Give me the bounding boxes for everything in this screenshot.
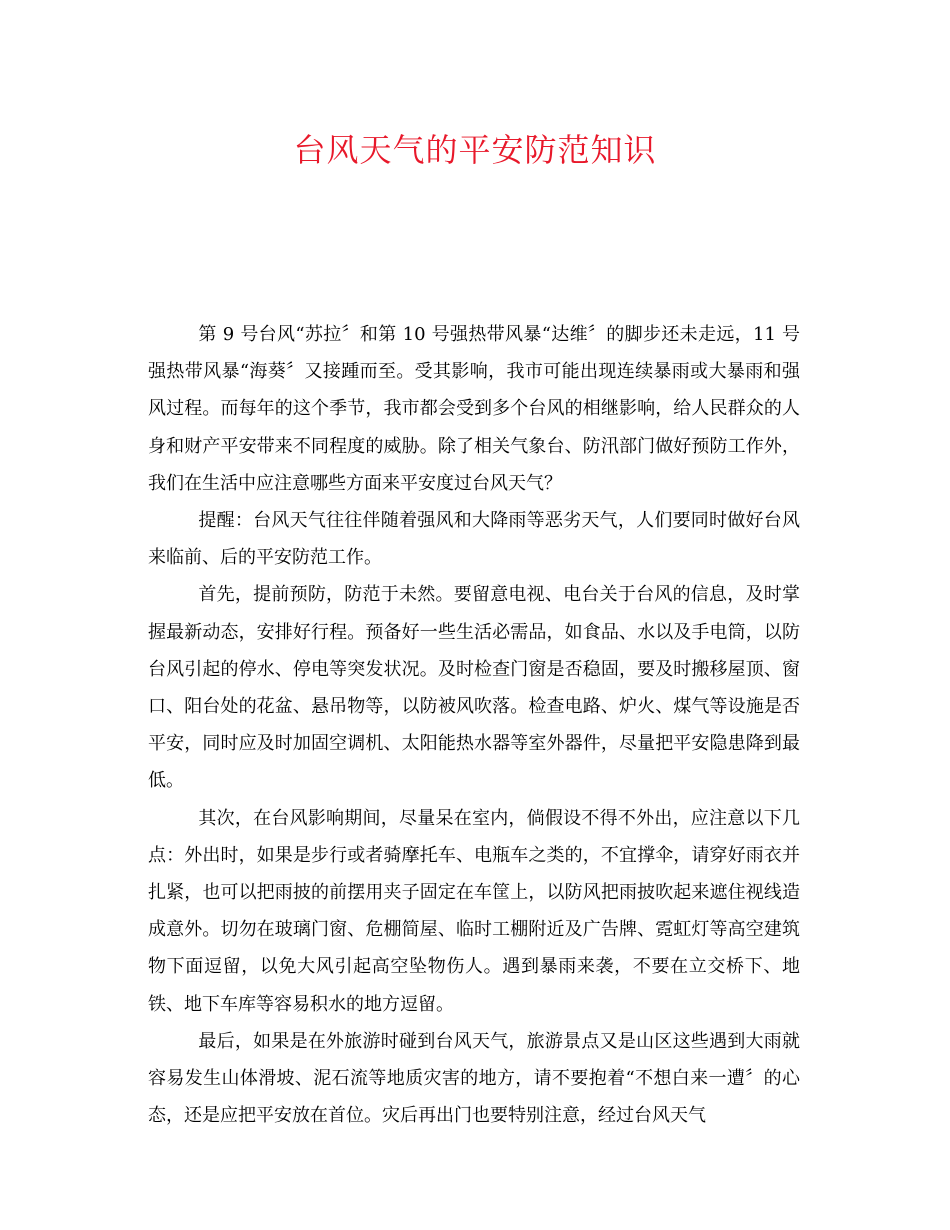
paragraph-intro: 第 9 号台风“苏拉〞和第 10 号强热带风暴“达维〞的脚步还未走远，11 号强热带风暴“海葵〞又接踵而至。受其影响，我市可能出现连续暴雨或大暴雨和强风过程。而每年的这个季节，我市都会受到多个台风的相继影响，给人民群众的人身和财产平安带来不同程度的威胁。除了相关气象台、防汛部门做好预防工作外，我们在生活中应注意哪些方面来平安度过台风天气？ <box>148 324 800 494</box>
page-title: 台风天气的平安防范知识 <box>293 131 657 169</box>
paragraph-first: 首先，提前预防，防范于未然。要留意电视、电台关于台风的信息，及时掌握最新动态，安排好行程。预备好一些生活必需品，如食品、水以及手电筒，以防台风引起的停水、停电等突发状况。及时检查门窗是否稳固，要及时搬移屋顶、窗口、阳台处的花盆、悬吊物等，以防被风吹落。检查电路、炉火、煤气等设施是否平安，同时应及时加固空调机、太阳能热水器等室外器件，尽量把平安隐患降到最低。 <box>148 584 800 792</box>
paragraph-last: 最后，如果是在外旅游时碰到台风天气，旅游景点又是山区这些遇到大雨就容易发生山体滑坡、泥石流等地质灾害的地方，请不要抱着“不想白来一遭〞的心态，还是应把平安放在首位。灾后再出门也要特别注意，经过台风天气 <box>148 1030 800 1127</box>
article-body <box>148 316 800 1134</box>
paragraph-reminder: 提醒：台风天气往往伴随着强风和大降雨等恶劣天气，人们要同时做好台风来临前、后的平安防范工作。 <box>148 510 800 569</box>
paragraph-second: 其次，在台风影响期间，尽量呆在室内，倘假设不得不外出，应注意以下几点：外出时，如果是步行或者骑摩托车、电瓶车之类的，不宜撑伞，请穿好雨衣并扎紧，也可以把雨披的前摆用夹子固定在车筐上，以防风把雨披吹起来遮住视线造成意外。切勿在玻璃门窗、危棚简屋、临时工棚附近及广告牌、霓虹灯等高空建筑物下面逗留，以免大风引起高空坠物伤人。遇到暴雨来袭，不要在立交桥下、地铁、地下车库等容易积水的地方逗留。 <box>148 807 800 1015</box>
